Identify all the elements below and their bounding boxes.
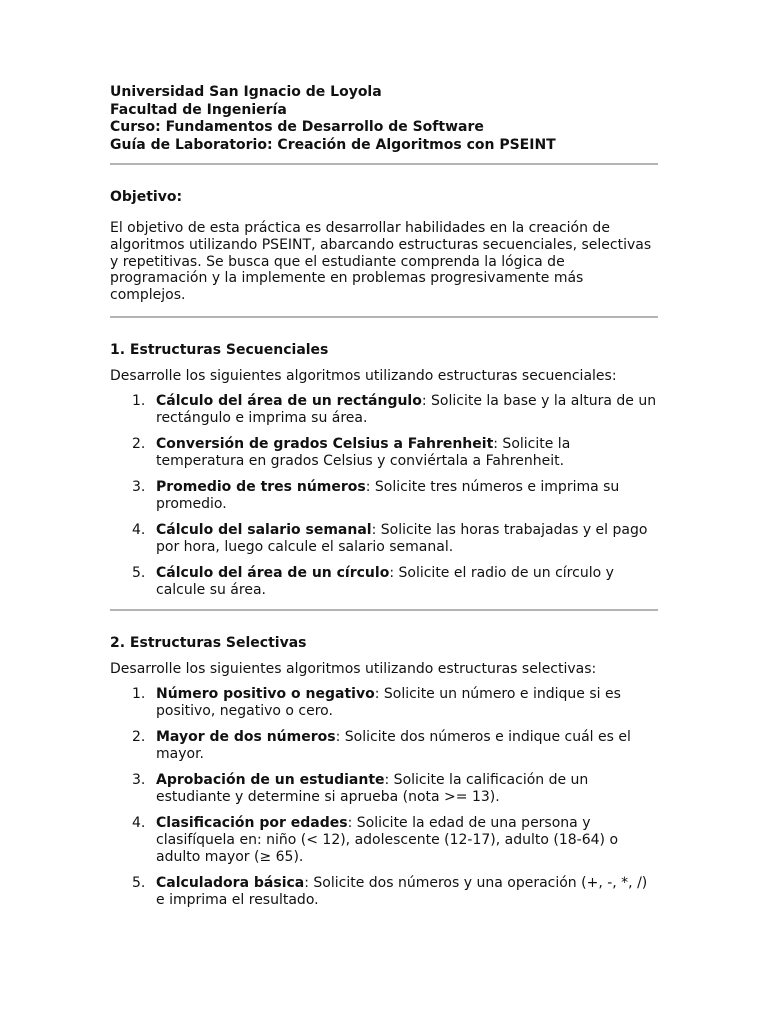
item-description: : Solicite dos números y una operación (+, -, *, /) e imprima el resultado. [156, 874, 648, 908]
course-name: Curso: Fundamentos de Desarrollo de Software [110, 119, 484, 135]
list-item [110, 875, 658, 909]
item-number: 3. [132, 478, 146, 495]
item-title: Cálculo del salario semanal [156, 521, 372, 538]
exercise-list [110, 393, 658, 599]
item-title: Mayor de dos números [156, 728, 336, 745]
section-title: 1. Estructuras Secuenciales [110, 341, 329, 358]
item-description: : Solicite la edad de una persona y clasifíquela en: niño (< 12), adolescente (12-17), adulto (18-64) o adulto mayor (≥ 65). [156, 814, 619, 865]
divider [110, 609, 658, 611]
item-title: Clasificación por edades [156, 814, 348, 831]
item-number: 2. [132, 728, 146, 745]
item-description: : Solicite la temperatura en grados Celsius y conviértala a Fahrenheit. [156, 435, 571, 469]
guide-title: Guía de Laboratorio: Creación de Algoritmos con PSEINT [110, 136, 556, 153]
item-description: : Solicite tres números e imprima su promedio. [156, 478, 620, 512]
section-selective [110, 635, 658, 909]
item-description: : Solicite dos números e indique cuál es el mayor. [156, 728, 631, 762]
faculty-name: Facultad de Ingeniería [110, 101, 287, 118]
list-item [110, 729, 658, 763]
item-description: : Solicite el radio de un círculo y calcule su área. [156, 564, 614, 598]
item-number: 4. [132, 521, 146, 538]
exercise-list [110, 686, 658, 909]
list-item [110, 686, 658, 720]
document-page [110, 84, 658, 909]
item-title: Número positivo o negativo [156, 685, 375, 702]
objective-section [110, 189, 658, 304]
item-title: Promedio de tres números [156, 478, 366, 495]
item-title: Conversión de grados Celsius a Fahrenheit [156, 435, 494, 452]
divider [110, 316, 658, 318]
list-item [110, 436, 658, 470]
item-description: : Solicite las horas trabajadas y el pago por hora, luego calcule el salario semanal. [156, 521, 648, 555]
item-number: 5. [132, 564, 146, 581]
list-item [110, 815, 658, 866]
section-intro: Desarrolle los siguientes algoritmos utilizando estructuras secuenciales: [110, 367, 617, 384]
item-number: 1. [132, 685, 146, 702]
item-number: 5. [132, 874, 146, 891]
divider [110, 163, 658, 165]
list-item [110, 393, 658, 427]
item-number: 4. [132, 814, 146, 831]
item-description: : Solicite un número e indique si es positivo, negativo o cero. [156, 685, 621, 719]
item-number: 1. [132, 392, 146, 409]
item-title: Cálculo del área de un rectángulo [156, 392, 422, 409]
section-sequential [110, 342, 658, 599]
item-title: Aprobación de un estudiante [156, 771, 385, 788]
list-item [110, 772, 658, 806]
list-item [110, 479, 658, 513]
section-title: 2. Estructuras Selectivas [110, 634, 307, 651]
item-description: : Solicite la calificación de un estudiante y determine si aprueba (nota >= 13). [156, 771, 589, 805]
item-number: 2. [132, 435, 146, 452]
list-item [110, 565, 658, 599]
item-title: Cálculo del área de un círculo [156, 564, 390, 581]
section-intro: Desarrolle los siguientes algoritmos utilizando estructuras selectivas: [110, 660, 597, 677]
objective-text: El objetivo de esta práctica es desarrollar habilidades en la creación de algoritmos utilizando PSEINT, abarcando estructuras secuenciales, selectivas y repetitivas. Se busca que el estudiante comprenda la lógica de programación y la implemente en problemas progresivamente más complejos. [110, 220, 652, 304]
list-item [110, 522, 658, 556]
document-header [110, 84, 658, 154]
university-name: Universidad San Ignacio de Loyola [110, 84, 382, 100]
item-description: : Solicite la base y la altura de un rectángulo e imprima su área. [156, 392, 657, 426]
objective-title: Objetivo: [110, 189, 183, 205]
item-title: Calculadora básica [156, 874, 305, 891]
item-number: 3. [132, 771, 146, 788]
